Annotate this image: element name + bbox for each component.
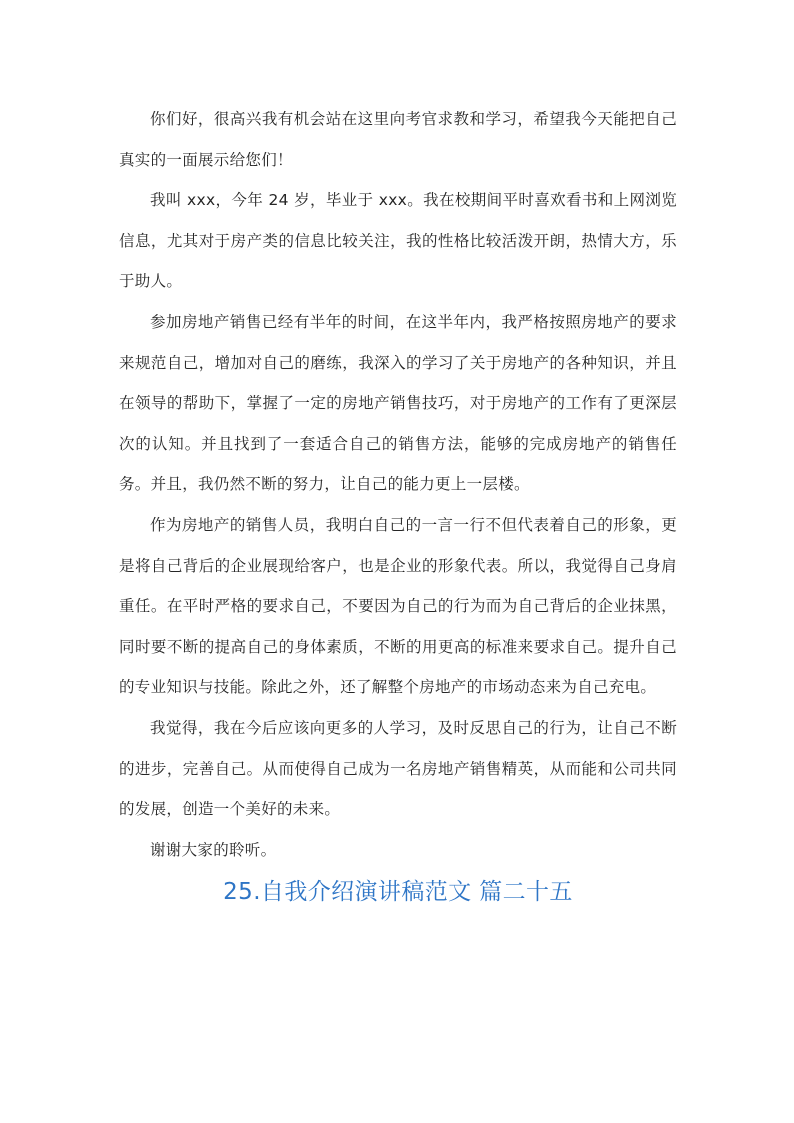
paragraph-responsibility: 作为房地产的销售人员，我明白自己的一言一行不但代表着自己的形象，更是将自己背后的企业展现给客户，也是企业的形象代表。所以，我觉得自己身肩重任。在平时严格的要求自己，不要因为自己的行为而为自己背后的企业抹黑，同时要不断的提高自己的身体素质，不断的用更高的标准来要求自己。提升自己的专业知识与技能。除此之外，还了解整个房地产的市场动态来为自己充电。 (119, 515, 677, 697)
paragraph-experience: 参加房地产销售已经有半年的时间，在这半年内，我严格按照房地产的要求来规范自己，增加对自己的磨练，我深入的学习了关于房地产的各种知识，并且在领导的帮助下，掌握了一定的房地产销售技巧，对于房地产的工作有了更深层次的认知。并且找到了一套适合自己的销售方法，能够的完成房地产的销售任务。并且，我仍然不断的努力，让自己的能力更上一层楼。 (119, 312, 677, 494)
document-page (119, 99, 677, 912)
paragraph-greeting: 你们好，很高兴我有机会站在这里向考官求教和学习，希望我今天能把自己真实的一面展示给您们！ (119, 110, 677, 169)
paragraph-introduction: 我叫 xxx，今年 24 岁，毕业于 xxx。我在校期间平时喜欢看书和上网浏览信息，尤其对于房产类的信息比较关注，我的性格比较活泼开朗，热情大方，乐于助人。 (119, 191, 677, 291)
paragraph-thanks: 谢谢大家的聆听。 (150, 840, 277, 859)
section-heading: 25.自我介绍演讲稿范文 篇二十五 (223, 879, 573, 906)
paragraph-future: 我觉得，我在今后应该向更多的人学习，及时反思自己的行为，让自己不断的进步，完善自己。从而使得自己成为一名房地产销售精英，从而能和公司共同的发展，创造一个美好的未来。 (119, 718, 677, 819)
